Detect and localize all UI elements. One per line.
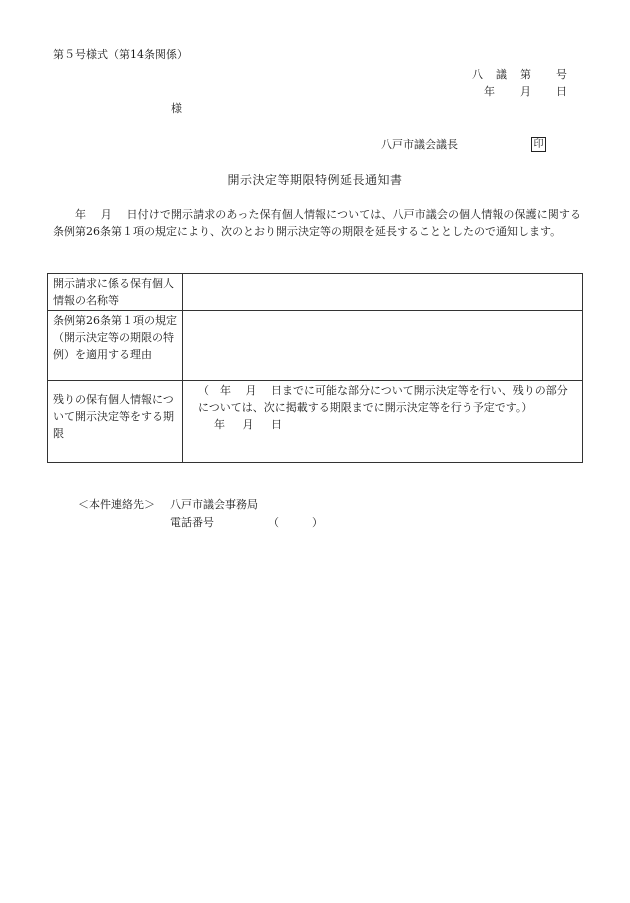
contact-office: 八戸市議会事務局: [170, 498, 258, 511]
document-number: 八 議 第 号: [472, 68, 568, 81]
info-table: [47, 273, 583, 463]
seal-stamp-box: 印: [531, 137, 546, 152]
table-row: [48, 274, 583, 311]
document-date: 年 月 日: [484, 85, 568, 98]
row-value-reason: [183, 311, 583, 381]
form-number: 第５号様式（第14条関係）: [53, 48, 188, 61]
contact-label: ＜本件連絡先＞: [78, 498, 155, 511]
deadline-note: （ 年 月 日までに可能な部分について開示決定等を行い、残りの部分については、次に掲載する期限までに開示決定等を行う予定です。）: [198, 384, 568, 414]
document-title: 開示決定等期限特例延長通知書: [227, 173, 403, 187]
recipient-honorific: 様: [171, 102, 182, 115]
row-label-info-name: 開示請求に係る保有個人情報の名称等: [48, 274, 183, 311]
body-paragraph: 年 月 日付けで開示請求のあった保有個人情報については、八戸市議会の個人情報の保護に関する条例第26条第１項の規定により、次のとおり開示決定等の期限を延長することとしたので通知します。: [53, 208, 581, 238]
contact-phone-number: （ ）: [268, 516, 323, 529]
deadline-date: 年 月 日: [214, 418, 283, 431]
sender-name: 八戸市議会議長: [381, 138, 458, 151]
row-value-deadline: [183, 381, 583, 463]
table-row: [48, 311, 583, 381]
row-value-info-name: [183, 274, 583, 311]
deadline-label-text: 残りの保有個人情報について開示決定等をする期限: [53, 393, 174, 440]
row-label-deadline: [48, 381, 183, 463]
row-label-reason: 条例第26条第１項の規定（開示決定等の期限の特例）を適用する理由: [48, 311, 183, 381]
contact-phone-label: 電話番号: [170, 516, 214, 529]
table-row: [48, 381, 583, 463]
